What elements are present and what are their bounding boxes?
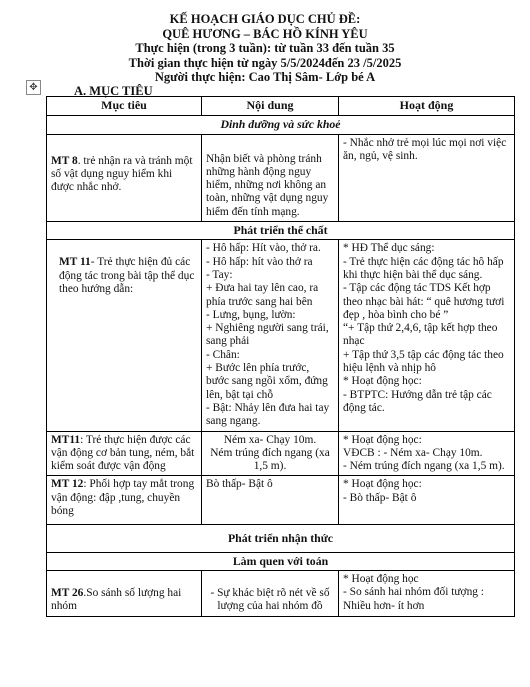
list-item: “+ Tập thứ 2,4,6, tập kết hợp theo nhạc	[343, 322, 498, 348]
group-nutrition: Dinh dưỡng và sức khoẻ	[47, 116, 515, 134]
list-item: * Hoạt động học:	[343, 433, 422, 446]
list-item: - Tay:	[206, 268, 233, 281]
col-header-objective: Mục tiêu	[47, 97, 202, 116]
objective-mt8	[47, 134, 202, 221]
list-item: * Hoạt động học:	[343, 375, 422, 388]
list-item: - Ném trúng đích ngang (xa 1,5 m).	[343, 460, 505, 473]
header-line-5: Người thực hiện: Cao Thị Sâm- Lớp bé A	[154, 70, 376, 85]
list-item: Ném xa- Chạy 10m.	[223, 433, 317, 446]
group-row-physical	[47, 222, 515, 240]
activity-mt8: - Nhắc nhở trẻ mọi lúc mọi nơi việc ăn, ngủ, vệ sinh.	[339, 134, 515, 221]
content-mt26: - Sự khác biệt rõ nét về số lượng của hai nhóm đồ	[202, 570, 339, 616]
objective-text: . trẻ nhận ra và tránh một số vật dụng nguy hiểm khi được nhắc nhở.	[51, 154, 193, 194]
group-row-math	[47, 552, 515, 570]
col-header-activity: Hoạt động	[339, 97, 515, 116]
table-row	[47, 570, 515, 616]
list-item: * Hoạt động học:	[343, 478, 422, 491]
header-line-1: KẾ HOẠCH GIÁO DỤC CHỦ ĐỀ:	[169, 12, 361, 26]
content-mt11b	[202, 431, 339, 476]
group-math: Làm quen với toán	[47, 552, 515, 570]
list-item: + Bước lên phía trước, bước sang ngồi xổm, đứng lên, bật tại chỗ	[206, 362, 328, 401]
table-row	[47, 431, 515, 476]
objective-text: : Phối hợp tay mắt trong vận động: đập ,tung, chuyền bóng	[51, 478, 195, 518]
list-item: VĐCB : - Ném xa- Chạy 10m.	[343, 446, 483, 459]
list-item: - Bật: Nhảy lên đưa hai tay sang ngang.	[206, 401, 330, 428]
education-plan-table	[46, 96, 515, 617]
group-cognitive: Phát triển nhận thức	[47, 525, 515, 552]
col-header-content: Nội dung	[202, 97, 339, 116]
group-row-cognitive	[47, 525, 515, 552]
group-physical: Phát triển thể chất	[47, 222, 515, 240]
list-item: - Hô hấp: Hít vào, thở ra.	[206, 242, 321, 255]
list-item: - Chân:	[206, 348, 240, 361]
group-row-nutrition	[47, 116, 515, 134]
list-item: + Nghiêng người sang trái, sang phải	[206, 322, 329, 348]
list-item: - Hô hấp: hít vào thở ra	[206, 255, 313, 268]
list-item: - So sánh hai nhóm đối tượng : Nhiều hơn- ít hơn	[343, 586, 484, 612]
objective-text: - Trẻ thực hiện đủ các động tác trong bài tập thể dục theo hướng dẫn:	[59, 256, 195, 295]
objective-code: MT 8	[51, 154, 78, 167]
list-item: + Tập thứ 3,5 tập các động tác theo hiệu lệnh và nhịp hô	[343, 348, 504, 375]
list-item: - Tập các động tác TDS Kết hợp theo nhạc bài hát: “ quê hương tươi đẹp , hòa bình cho bé ”	[343, 282, 505, 321]
section-title: A. MỤC TIÊU	[74, 84, 153, 98]
content-mt8: Nhận biết và phòng tránh những hành động nguy hiểm, những nơi không an toàn, những vật dụng nguy hiểm đến tính mạng.	[202, 134, 339, 221]
header-line-4: Thời gian thực hiện từ ngày 5/5/2024đến 23 /5/2025	[128, 55, 402, 70]
header-line-3: Thực hiện (trong 3 tuần): từ tuần 33 đến tuần 35	[135, 41, 395, 56]
list-item: * HĐ Thể dục sáng:	[343, 242, 435, 255]
table-row	[47, 240, 515, 431]
objective-code: MT 26	[51, 586, 84, 599]
list-item: + Đưa hai tay lên cao, ra phía trước sang hai bên	[206, 282, 319, 308]
table-row	[47, 134, 515, 221]
table-header-row	[47, 97, 515, 116]
document-header	[0, 12, 530, 85]
objective-mt12	[47, 476, 202, 525]
objective-code: MT 12	[51, 478, 84, 491]
activity-mt11a	[339, 240, 515, 431]
list-item: Ném trúng đích ngang (xa 1,5 m).	[210, 446, 330, 473]
activity-mt11b	[339, 431, 515, 476]
content-mt12: Bò thấp- Bật ô	[202, 476, 339, 525]
objective-mt26	[47, 570, 202, 616]
objective-mt11a	[47, 240, 202, 431]
objective-code: MT11	[51, 433, 81, 446]
activity-mt12	[339, 476, 515, 525]
table-row	[47, 476, 515, 525]
list-item: * Hoạt động học	[343, 572, 419, 585]
objective-mt11b	[47, 431, 202, 476]
list-item: - Lưng, bụng, lườn:	[206, 308, 296, 321]
objective-text: : Trẻ thực hiện được các vận động cơ bản tung, ném, bắt kiểm soát được vận động	[51, 433, 195, 473]
objective-text: .So sánh số lượng hai nhóm	[51, 586, 182, 613]
activity-mt26	[339, 570, 515, 616]
list-item: - Trẻ thực hiện các động tác hô hấp khi thực hiện bài thể dục sáng.	[343, 255, 504, 281]
content-mt11a	[202, 240, 339, 431]
header-line-2: QUÊ HƯƠNG – BÁC HỒ KÍNH YÊU	[162, 26, 368, 41]
list-item: - BTPTC: Hướng dẫn trẻ tập các động tác.	[343, 388, 492, 414]
list-item: - Bò thấp- Bật ô	[343, 491, 417, 504]
table-move-handle-icon[interactable]: ✥	[26, 80, 41, 95]
objective-code: MT 11	[59, 256, 91, 269]
